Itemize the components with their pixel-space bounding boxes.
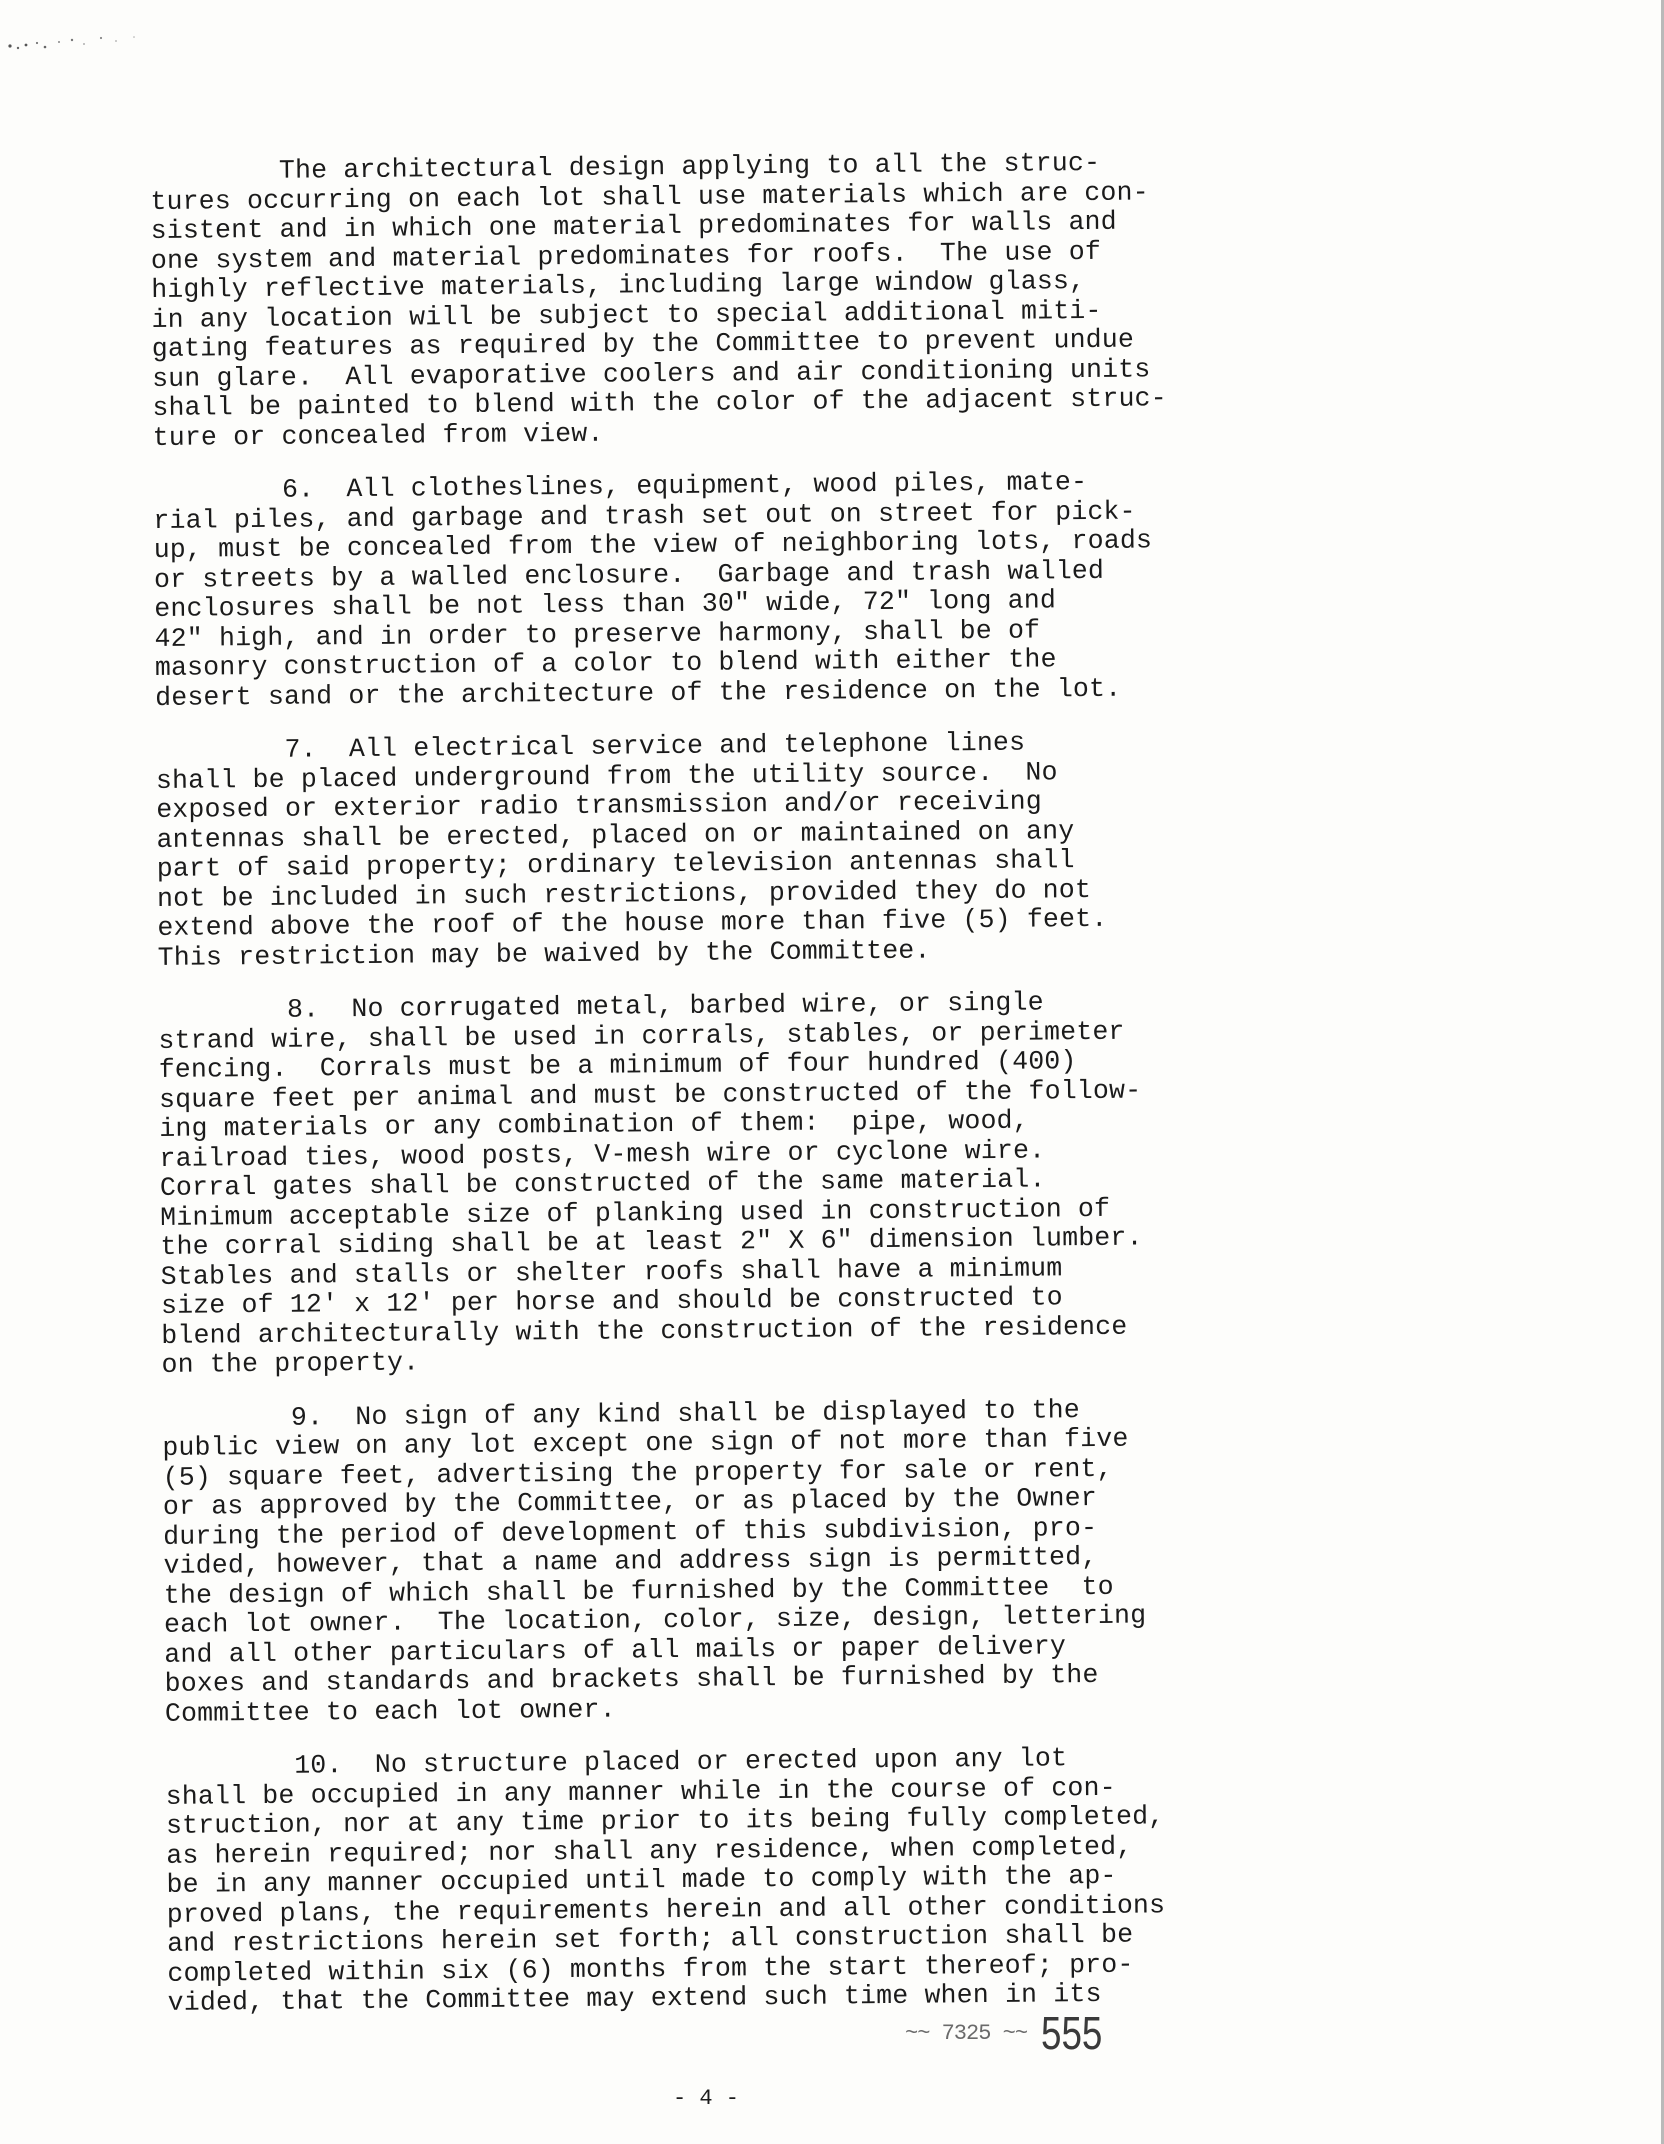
text-line: Committee to each lot owner. [164,1694,616,1729]
page-number: - 4 - [672,2086,739,2111]
text-line: up, must be concealed from the view of neighboring lots, roads [153,525,1153,565]
text-line: and all other particulars of all mails or paper delivery [164,1630,1067,1670]
text-line: Stables and stalls or shelter roofs shall have a minimum [160,1252,1063,1292]
text-line: completed within six (6) months from the start thereof; pro- [167,1949,1134,1989]
text-line: and restrictions herein set forth; all construction shall be [167,1919,1134,1959]
text-line: 9. No sign of any kind shall be displayed to the [161,1394,1081,1434]
text-line: shall be placed underground from the utility source. No [155,756,1058,796]
text-line: public view on any lot except one sign of not more than five [162,1423,1129,1463]
text-line: 10. No structure placed or erected upon any lot [165,1743,1068,1782]
text-line: boxes and standards and brackets shall be furnished by the [164,1659,1099,1699]
text-line: strand wire, shall be used in corrals, stables, or perimeter [158,1016,1125,1056]
text-line: extend above the roof of the house more than five (5) feet. [157,903,1108,943]
text-line: blend architecturally with the construction of the residence [161,1311,1128,1351]
text-line: the design of which shall be furnished by the Committee to [163,1571,1114,1611]
text-line: fencing. Corrals must be a minimum of four hundred (400) [158,1046,1077,1085]
recording-reference [905,2004,1118,2059]
text-line: (5) square feet, advertising the property for sale or rent, [162,1453,1113,1493]
text-line: shall be occupied in any manner while in the course of con- [165,1772,1116,1812]
text-line: square feet per animal and must be constructed of the follow- [158,1075,1142,1115]
paragraph [165,1742,1262,2018]
text-line: or streets by a walled enclosure. Garbage and trash walled [153,555,1105,595]
paragraph [158,986,1257,1380]
text-line: sistent and in which one material predominates for walls and [150,206,1117,246]
text-line: ing materials or any combination of them: pipe, wood, [159,1105,1029,1144]
text-line: desert sand or the architecture of the residence on the lot. [155,673,1122,713]
text-line: sun glare. All evaporative coolers and air conditioning units [151,353,1151,394]
text-line: as herein required; nor shall any residence, when completed, [166,1831,1133,1871]
text-line: 6. All clotheslines, equipment, wood piles, mate- [153,467,1088,506]
text-line: antennas shall be erected, placed on or maintained on any [156,815,1075,855]
text-line: railroad ties, wood posts, V-mesh wire or cyclone wire. [159,1134,1046,1174]
text-line: gating features as required by the Committee to prevent undue [151,324,1135,364]
text-line: This restriction may be waived by the Committee. [157,935,931,973]
scan-speckles [4,28,154,68]
text-line: vided, that the Committee may extend such time when in its [167,1978,1102,2018]
restrictions-text [150,147,1263,2042]
text-line: tures occurring on each lot shall use materials which are con- [150,176,1149,217]
text-line: in any location will be subject to special additional miti- [151,295,1102,335]
text-line: the corral siding shall be at least 2" X 6" dimension lumber. [160,1222,1143,1262]
text-line: be in any manner occupied until made to comply with the ap- [166,1860,1117,1900]
recording-book-mark: ~~ 7325 ~~ [905,2021,1028,2046]
paragraph [153,466,1250,713]
text-line: rial piles, and garbage and trash set out on street for pick- [153,496,1136,536]
text-line: 8. No corrugated metal, barbed wire, or single [158,987,1044,1026]
text-line: The architectural design applying to all the struc- [149,147,1101,187]
text-line: on the property. [161,1347,420,1380]
text-line: Corral gates shall be constructed of the same material. [159,1164,1046,1203]
text-line: or as approved by the Committee, or as placed by the Owner [162,1482,1098,1522]
text-line: highly reflective materials, including large window glass, [151,266,1086,305]
text-line: during the period of development of this subdivision, pro- [163,1512,1098,1552]
text-line: ture or concealed from view. [152,418,604,453]
paragraph [156,726,1253,973]
text-line: 42" high, and in order to preserve harmony, shall be of [154,614,1041,654]
text-line: vided, however, that a name and address sign is permitted, [163,1541,1098,1581]
text-line: exposed or exterior radio transmission and/or receiving [156,786,1043,825]
text-line: enclosures shall be not less than 30" wide, 72" long and [154,585,1057,624]
text-line: struction, nor at any time prior to its being fully completed, [165,1801,1165,1841]
recording-page-number: 555 [1041,2007,1103,2059]
text-line: Minimum acceptable size of planking used in construction of [160,1193,1111,1233]
text-line: masonry construction of a color to blend with either the [154,644,1057,683]
text-line: one system and material predominates for roofs. The use of [150,236,1102,276]
text-line: 7. All electrical service and telephone lines [155,727,1026,766]
text-line: shall be painted to blend with the color of the adjacent struc- [152,383,1167,423]
text-line: each lot owner. The location, color, size, design, lettering [163,1600,1147,1640]
paragraph [150,147,1248,452]
text-line: proved plans, the requirements herein and all other conditions [166,1889,1166,1930]
paragraph [162,1394,1260,1729]
text-line: part of said property; ordinary television antennas shall [156,845,1075,884]
text-line: size of 12' x 12' per horse and should be constructed to [160,1282,1063,1321]
text-line: not be included in such restrictions, provided they do not [156,874,1092,914]
